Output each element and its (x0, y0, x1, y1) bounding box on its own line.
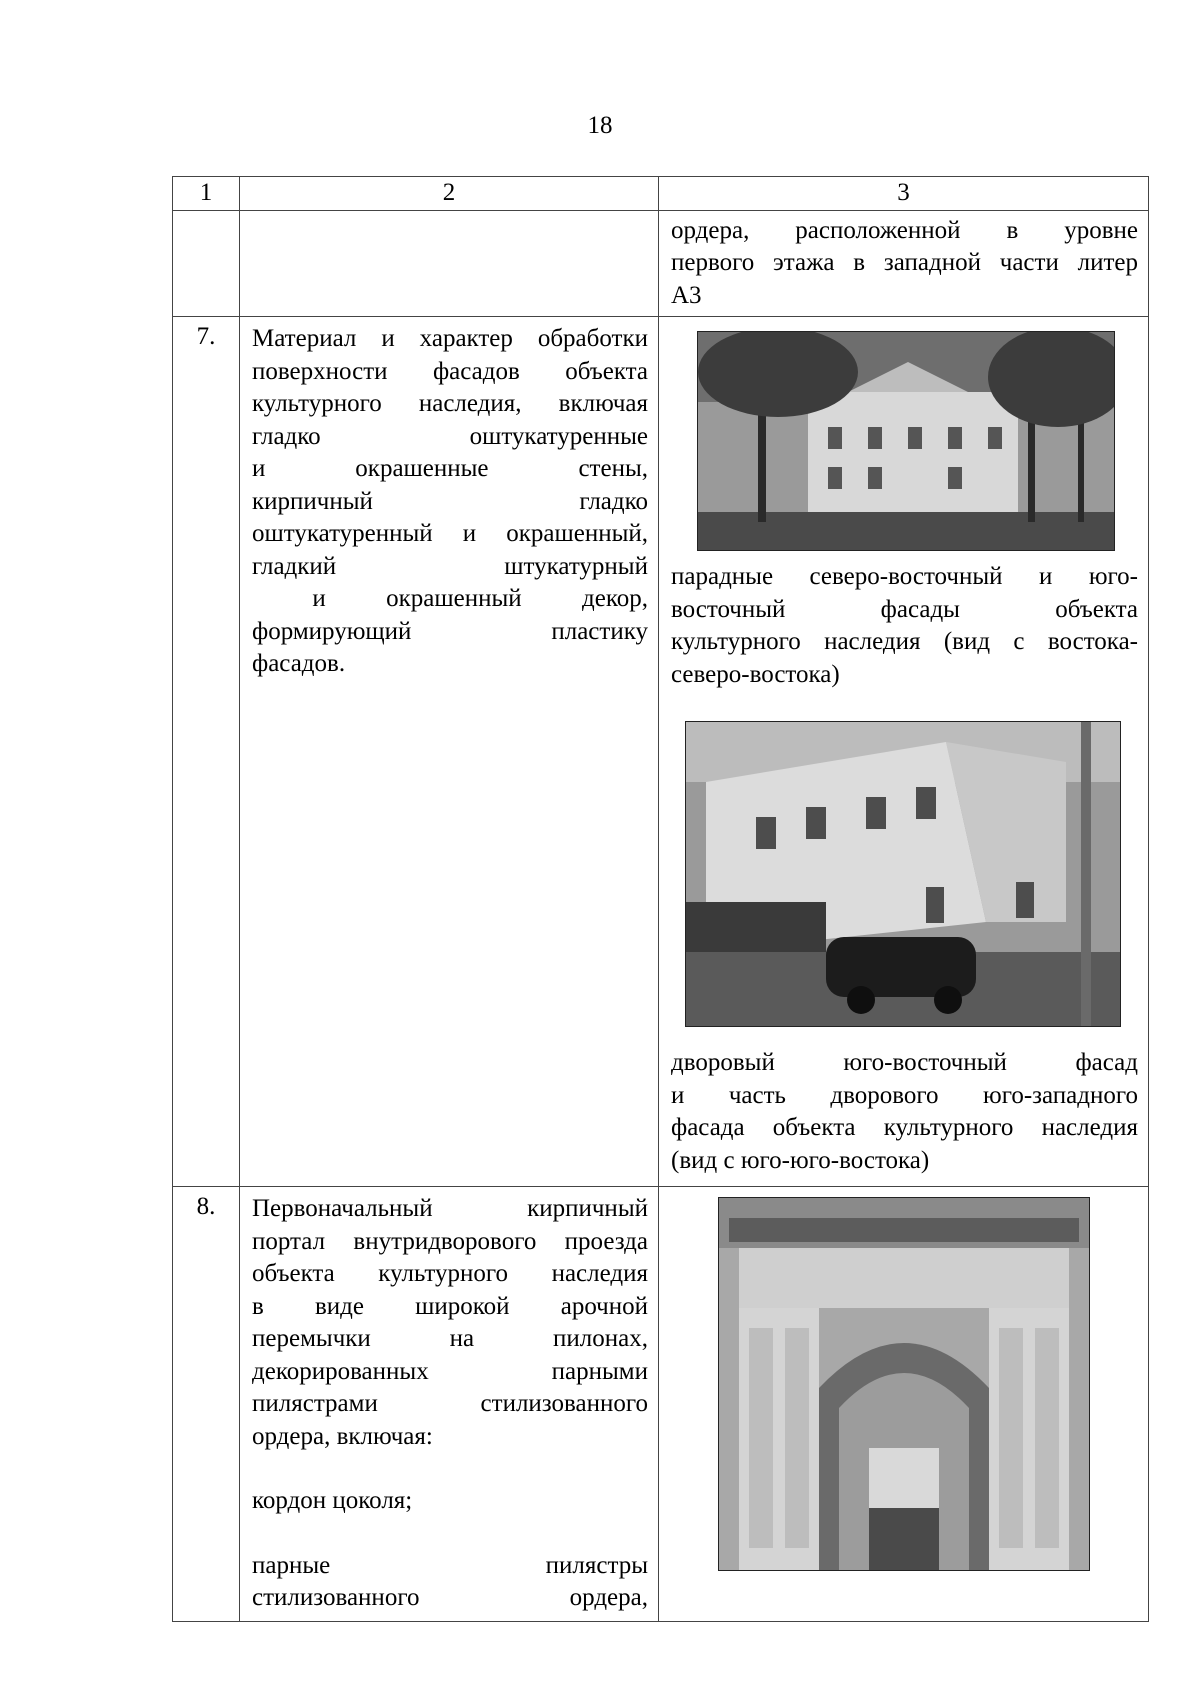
caption-line: дворовый юго-восточный фасад (671, 1049, 1138, 1076)
text-line: и окрашенный декор, (252, 585, 648, 612)
cell-empty (173, 210, 240, 317)
table-row-continuation (173, 210, 1149, 317)
arch-portal-photo (718, 1197, 1090, 1571)
row7-description (240, 317, 659, 1187)
caption-line: (вид с юго-юго-востока) (671, 1146, 930, 1174)
text-line: объекта культурного наследия (252, 1260, 648, 1287)
text-line: стилизованного ордера, (252, 1584, 648, 1611)
text-line: фасадов. (252, 650, 346, 677)
text-line: А3 (671, 281, 702, 309)
row8-photo (659, 1187, 1149, 1622)
row-number (173, 1187, 240, 1622)
text-line: портал внутридворового проезда (252, 1227, 648, 1255)
text-line: формирующий пластику (252, 617, 648, 645)
cell-empty (240, 210, 659, 317)
caption-line: фасада объекта культурного наследия (671, 1114, 1138, 1141)
continuation-text (659, 210, 1149, 317)
row8-description (240, 1187, 659, 1622)
caption-line: парадные северо-восточный и юго- (671, 563, 1138, 590)
text-line: ордера, включая: (252, 1422, 433, 1450)
row-number-text: 7. (196, 323, 216, 350)
text-line: оштукатуренный и окрашенный, (252, 520, 648, 547)
caption-line: северо-востока) (671, 660, 840, 688)
text-line: гладкий штукатурный (252, 552, 648, 580)
row7-photos (659, 317, 1149, 1187)
row-number-text: 8. (196, 1193, 216, 1220)
row-number (173, 317, 240, 1187)
page-number: 18 (587, 112, 613, 139)
facade-photo-courtyard (685, 721, 1121, 1027)
heritage-table (172, 176, 1149, 1622)
header-col-1: 1 (173, 177, 240, 211)
caption-line: культурного наследия (вид с востока- (671, 628, 1138, 655)
caption-line: восточный фасады объекта (671, 595, 1138, 623)
text-line: первого этажа в западной части литер (671, 249, 1138, 276)
caption-line: и часть дворового юго-западного (671, 1081, 1138, 1109)
list-item-plinth-cordon: кордон цоколя; (252, 1487, 413, 1514)
text-line: в виде широкой арочной (252, 1292, 648, 1320)
text-line: ордера, расположенной в уровне (671, 216, 1138, 244)
header-col-3: 3 (659, 177, 1149, 211)
text-line: кирпичный гладко (252, 487, 648, 515)
text-line: парные пилястры (252, 1551, 648, 1579)
text-line: перемычки на пилонах, (252, 1325, 648, 1352)
text-line: Первоначальный кирпичный (252, 1195, 648, 1222)
text-line: Материал и характер обработки (252, 325, 648, 352)
text-line: культурного наследия, включая (252, 390, 648, 417)
table-row-8 (173, 1187, 1149, 1622)
facade-photo-northeast (697, 331, 1115, 551)
text-line: гладко оштукатуренные (252, 422, 648, 450)
table-row-7 (173, 317, 1149, 1187)
text-line: и окрашенные стены, (252, 455, 648, 482)
table-header-row (173, 177, 1149, 211)
header-col-2: 2 (240, 177, 659, 211)
text-line: декорированных парными (252, 1357, 648, 1385)
text-line: поверхности фасадов объекта (252, 357, 648, 385)
text-line: пилястрами стилизованного (252, 1390, 648, 1417)
